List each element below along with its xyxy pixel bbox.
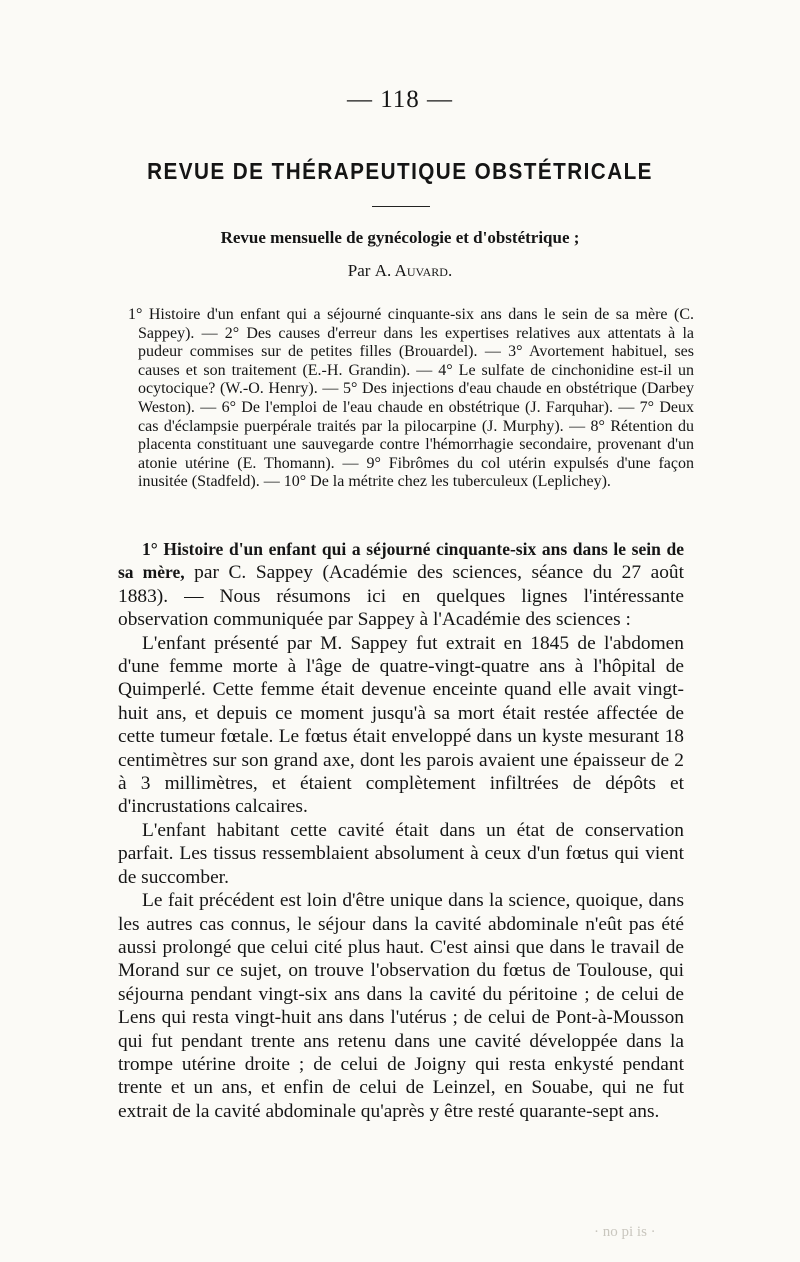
byline-author: A. Auvard. bbox=[374, 261, 453, 280]
summary-item: — 8° Rétention du placenta constituant une sauvegarde contre l'hémorrhagie secondaire, provenant d'un atonie utérine (E. Thomann). bbox=[138, 417, 695, 472]
summary-list bbox=[128, 306, 694, 492]
summary-item: — 2° Des causes d'erreur dans les expertises relatives aux attentats à la pudeur commises sur de petites filles (Brouardel). bbox=[138, 324, 694, 361]
article-paragraph: L'enfant habitant cette cavité était dans un état de conservation parfait. Les tissus ressemblaient absolument à ceux d'un fœtus qui vient de succomber. bbox=[118, 819, 684, 888]
article-lead-title: 1° Histoire d'un enfant qui a séjourné cinquante-six ans dans le sein de sa mère, bbox=[118, 539, 684, 583]
article-paragraph: L'enfant présenté par M. Sappey fut extrait en 1845 de l'abdomen d'une femme morte à l'âge de quatre-vingt-quatre ans à l'hôpital de Quimperlé. Cette femme était devenue enceinte quand elle avait vingt-huit ans, et depuis ce moment jusqu'à sa mort était restée affectée de cette tumeur fœtale. Le fœtus était enveloppé dans un kyste mesurant 18 centimètres sur son grand axe, dont les parois avaient une épaisseur de 2 à 3 millimètres, et étaient complètement infiltrées de dépôts et d'incrustations calcaires. bbox=[118, 632, 684, 818]
article-lead bbox=[118, 538, 684, 632]
summary-item: — 3° Avortement habituel, ses causes et son traitement (E.-H. Grandin). bbox=[138, 343, 695, 379]
summary-item: — 5° Des injections d'eau chaude en obstétrique (Darbey Weston). bbox=[138, 380, 694, 416]
section-title: Revue mensuelle de gynécologie et d'obstétrique ; bbox=[220, 228, 580, 247]
article-lead-text: par C. Sappey (Académie des sciences, séance du 27 août 1883). — Nous résumons ici en quelques lignes l'intéressante observation communiquée par Sappey à l'Académie des sciences : bbox=[118, 562, 685, 631]
page-number: — 118 — bbox=[346, 86, 454, 113]
summary-item: — 4° Le sulfate de cinchonidine est-il un ocytocique? (W.-O. Henry). bbox=[138, 361, 694, 398]
article-body bbox=[118, 538, 684, 1123]
article-paragraph: Le fait précédent est loin d'être unique dans la science, quoique, dans les autres cas connus, le séjour dans la cavité abdominale n'eût pas été aussi prolongé que celui cité plus haut. C'est ainsi que dans le travail de Morand sur ce sujet, on trouve l'observation du fœtus de Toulouse, qui séjourna pendant vingt-six ans dans la cavité du péritoine ; de celui de Lens qui resta vingt-huit ans dans l'utérus ; de celui de Pont-à-Mousson qui fut pendant trente ans retenu dans une cavité développée dans la trompe utérine droite ; de celui de Joigny qui resta enkysté pendant trente et un ans, et enfin de celui de Leinzel, en Souabe, qui ne fut extrait de la cavité abdominale qu'après y être resté quarante-sept ans. bbox=[118, 890, 684, 1122]
byline-prefix: Par bbox=[347, 261, 371, 280]
summary-item: — 9° Fibrômes du col utérin expulsés d'une façon inusitée (Stadfeld). bbox=[138, 454, 694, 491]
summary-item: — 7° Deux cas d'éclampsie puerpérale traités par la pilocarpine (J. Murphy). bbox=[138, 398, 695, 435]
bleed-through-text: · no pi is · bbox=[594, 1224, 656, 1240]
summary-item: — 6° De l'emploi de l'eau chaude en obstétrique (J. Farquhar). bbox=[200, 398, 619, 416]
title-divider bbox=[372, 206, 430, 207]
byline bbox=[0, 261, 800, 281]
summary-item: 1° Histoire d'un enfant qui a séjourné cinquante-six ans dans le sein de sa mère (C. Sappey). bbox=[128, 306, 694, 342]
summary-item: — 10° De la métrite chez les tuberculeux (Leplichey). bbox=[263, 473, 611, 491]
journal-title: REVUE DE THÉRAPEUTIQUE OBSTÉTRICALE bbox=[147, 158, 653, 184]
